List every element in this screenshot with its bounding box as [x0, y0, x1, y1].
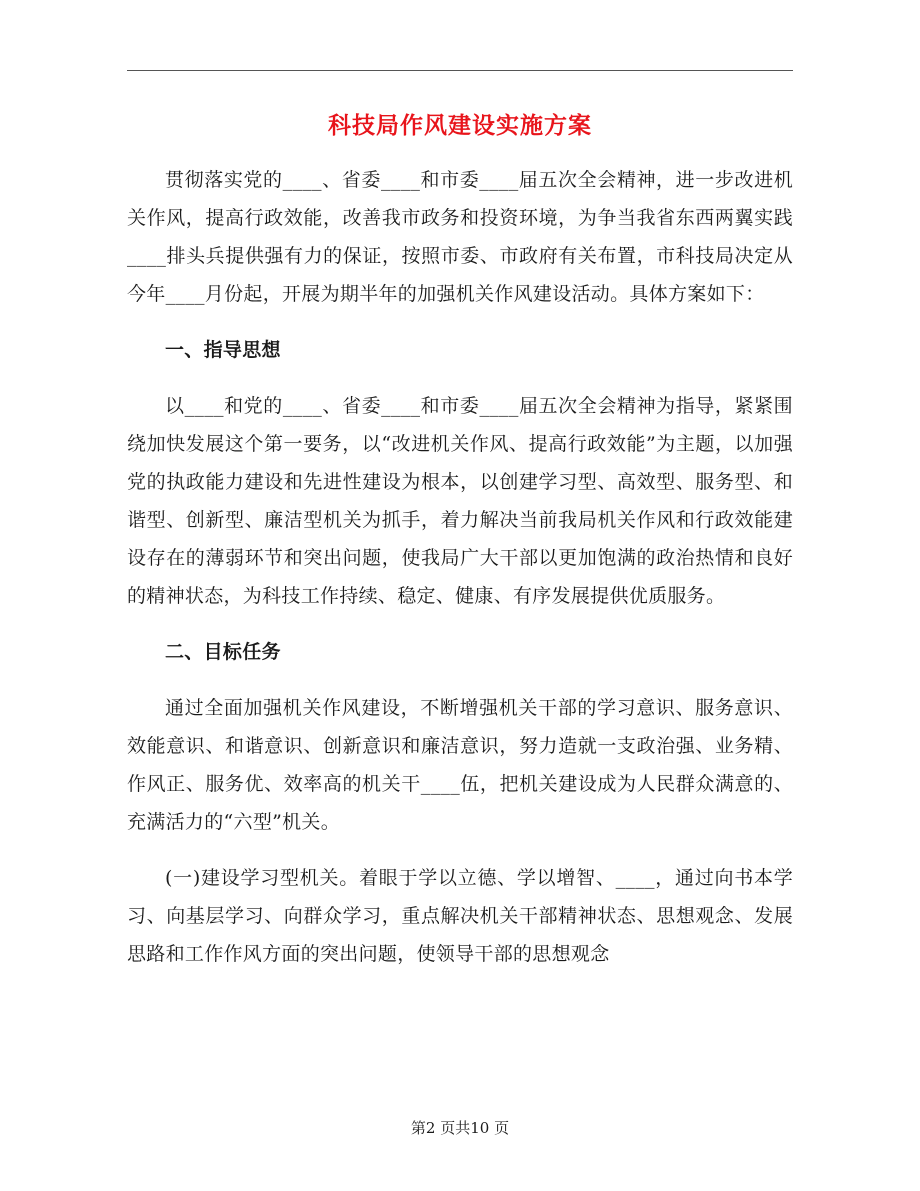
header-rule	[127, 70, 793, 71]
section-paragraph-guiding-ideology: 以____和党的____、省委____和市委____届五次全会精神为指导，紧紧围绕加快发展这个第一要务，以“改进机关作风、提高行政效能”为主题，以加强党的执政能力建设和先进性建设为根本，以创建学习型、高效型、服务型、和谐型、创新型、廉洁型机关为抓手，着力解决当前我局机关作风和行政效能建设存在的薄弱环节和突出问题，使我局广大干部以更加饱满的政治热情和良好的精神状态，为科技工作持续、稳定、健康、有序发展提供优质服务。	[127, 395, 793, 607]
spacer	[127, 841, 793, 859]
section-paragraph-learning-organization: (一)建设学习型机关。着眼于学以立德、学以增智、____，通过向书本学习、向基层学习、向群众学习，重点解决机关干部精神状态、思想观念、发展思路和工作作风方面的突出问题，使领导干部的思想观念	[127, 867, 793, 965]
section-heading-goals: 二、目标任务	[165, 641, 281, 663]
document-body	[127, 161, 793, 973]
spacer	[127, 615, 793, 633]
spacer	[127, 671, 793, 689]
spacer	[127, 313, 793, 331]
page-indicator: 第2 页共10 页	[410, 1119, 510, 1137]
section-heading-guiding-ideology: 一、指导思想	[165, 339, 281, 361]
spacer	[127, 369, 793, 387]
intro-paragraph: 贯彻落实党的____、省委____和市委____届五次全会精神，进一步改进机关作风，提高行政效能，改善我市政务和投资环境，为争当我省东西两翼实践____排头兵提供强有力的保证，按照市委、市政府有关布置，市科技局决定从今年____月份起，开展为期半年的加强机关作风建设活动。具体方案如下：	[127, 169, 793, 305]
section-paragraph-goals: 通过全面加强机关作风建设，不断增强机关干部的学习意识、服务意识、效能意识、和谐意识、创新意识和廉洁意识，努力造就一支政治强、业务精、作风正、服务优、效率高的机关干____伍，把机关建设成为人民群众满意的、充满活力的“六型”机关。	[127, 697, 793, 833]
document-title: 科技局作风建设实施方案	[328, 112, 592, 139]
